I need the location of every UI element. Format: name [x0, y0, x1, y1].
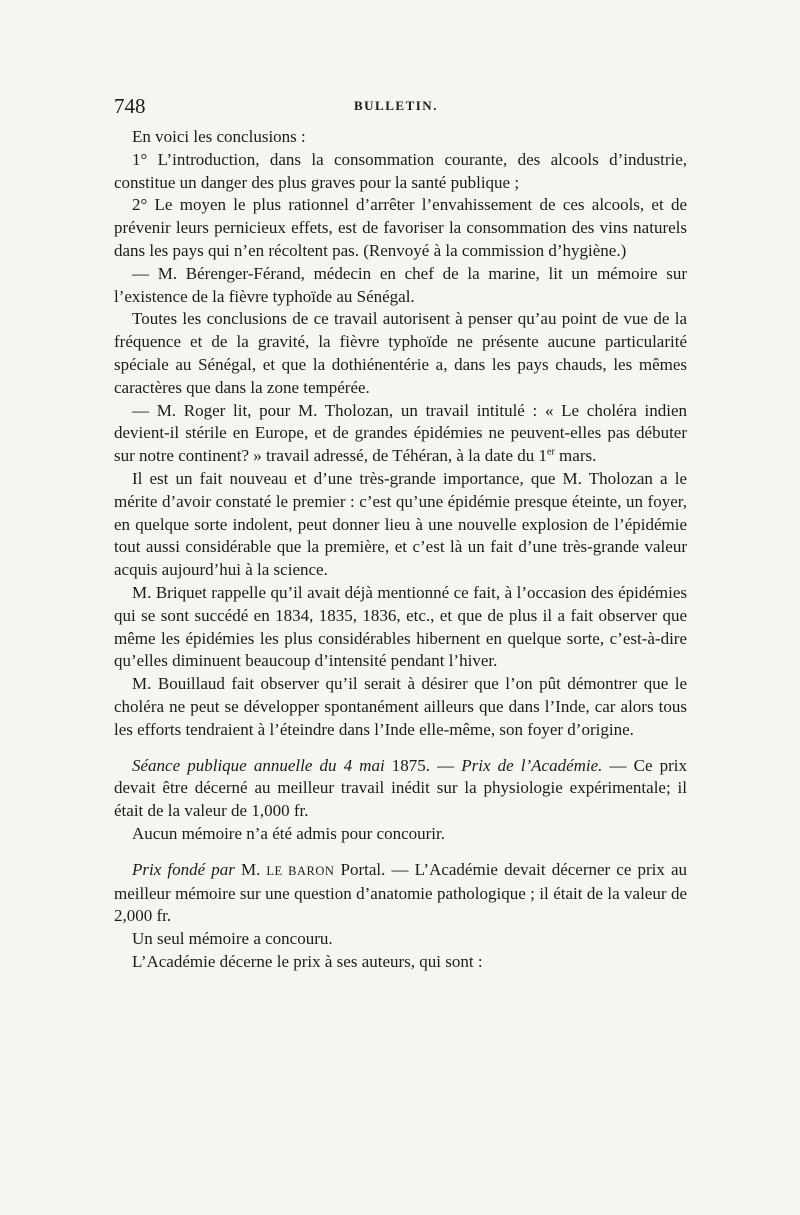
paragraph-text: Portal.	[334, 859, 386, 879]
body-text	[114, 126, 687, 974]
paragraph: 2° Le moyen le plus rationnel d’arrêter l’envahissement de ces alcools, et de prévenir leurs pernicieux effets, est de favoriser la consommation des vins naturels dans les pays qui n’en récoltent pas. (Renvoyé à la commission d’hygiène.)	[114, 195, 687, 260]
italic-text: Prix fondé par	[132, 859, 235, 879]
paragraph: Un seul mémoire a concouru.	[132, 929, 333, 949]
italic-text: Prix de l’Académie.	[461, 755, 603, 775]
paragraph-text: mars.	[554, 446, 597, 466]
running-title: BULLETIN.	[354, 98, 438, 113]
paragraph-text: — M. Roger lit, pour M. Tholozan, un travail intitulé : « Le choléra indien devient-il stérile en Europe, et de grandes épidémies ne peuvent-elles pas débuter sur notre continent? » travail adressé, de Téhéran, à la date du 1	[114, 400, 687, 466]
page-number: 748	[114, 94, 146, 118]
paragraph-text: M.	[234, 859, 267, 879]
section-gap	[114, 846, 687, 859]
superscript: er	[547, 446, 555, 458]
paragraph: M. Briquet rappelle qu’il avait déjà mentionné ce fait, à l’occasion des épidémies qui se sont succédé en 1834, 1835, 1836, etc., et que de plus il a fait observer que même les épidémies les plus considérables hibernent en quelque sorte, c’est-à-dire qu’elles diminuent beaucoup d’intensité pendant l’hiver.	[114, 582, 687, 671]
italic-text: Séance publique annuelle du 4 mai	[132, 755, 385, 775]
paragraph-text: — Ce prix devait être décerné au meilleur travail inédit sur la physiologie expérimentale; il était de la valeur de 1,000 fr.	[114, 755, 688, 821]
paragraph: L’Académie décerne le prix à ses auteurs, qui sont :	[132, 951, 483, 971]
paragraph	[114, 859, 687, 928]
paragraph: En voici les conclusions :	[132, 127, 306, 146]
page-header	[114, 94, 686, 122]
paragraph	[114, 755, 687, 823]
paragraph: Il est un fait nouveau et d’une très-grande importance, que M. Tholozan a le mérite d’avoir constaté le premier : c’est qu’une épidémie presque éteinte, un foyer, en quelque sorte indolent, peut donner lieu à une nouvelle explosion de l’épidémie tout aussi considérable que la première, et c’est là un fait d’une très-grande valeur acquis aujourd’hui à la science.	[114, 468, 687, 580]
small-caps-text: LE BARON	[266, 863, 335, 878]
paragraph	[114, 400, 687, 468]
section-gap	[114, 742, 687, 755]
paragraph: 1° L’introduction, dans la consommation courante, des alcools d’industrie, constitue un danger des plus graves pour la santé publique ;	[114, 149, 687, 192]
paragraph: M. Bouillaud fait observer qu’il serait à désirer que l’on pût démontrer que le choléra ne peut se développer spontanément ailleurs que dans l’Inde, car alors tous les efforts tendraient à l’éteindre dans l’Inde elle-même, son foyer d’origine.	[114, 674, 687, 739]
paragraph: Aucun mémoire n’a été admis pour concourir.	[132, 823, 445, 843]
paragraph-text: — L’Académie devait décerner ce prix au meilleur mémoire sur une question d’anatomie pathologique ; il était de la valeur de 2,000 fr.	[114, 859, 688, 926]
paragraph-text: 1875. —	[384, 755, 462, 775]
paragraph: Toutes les conclusions de ce travail autorisent à penser qu’au point de vue de la fréquence et de la gravité, la fièvre typhoïde ne présente aucune particularité spéciale au Sénégal, et que la dothiénentérie a, dans les pays chauds, les mêmes caractères que dans la zone tempérée.	[114, 309, 687, 397]
paragraph: — M. Bérenger-Férand, médecin en chef de la marine, lit un mémoire sur l’existence de la fièvre typhoïde au Sénégal.	[114, 263, 687, 306]
